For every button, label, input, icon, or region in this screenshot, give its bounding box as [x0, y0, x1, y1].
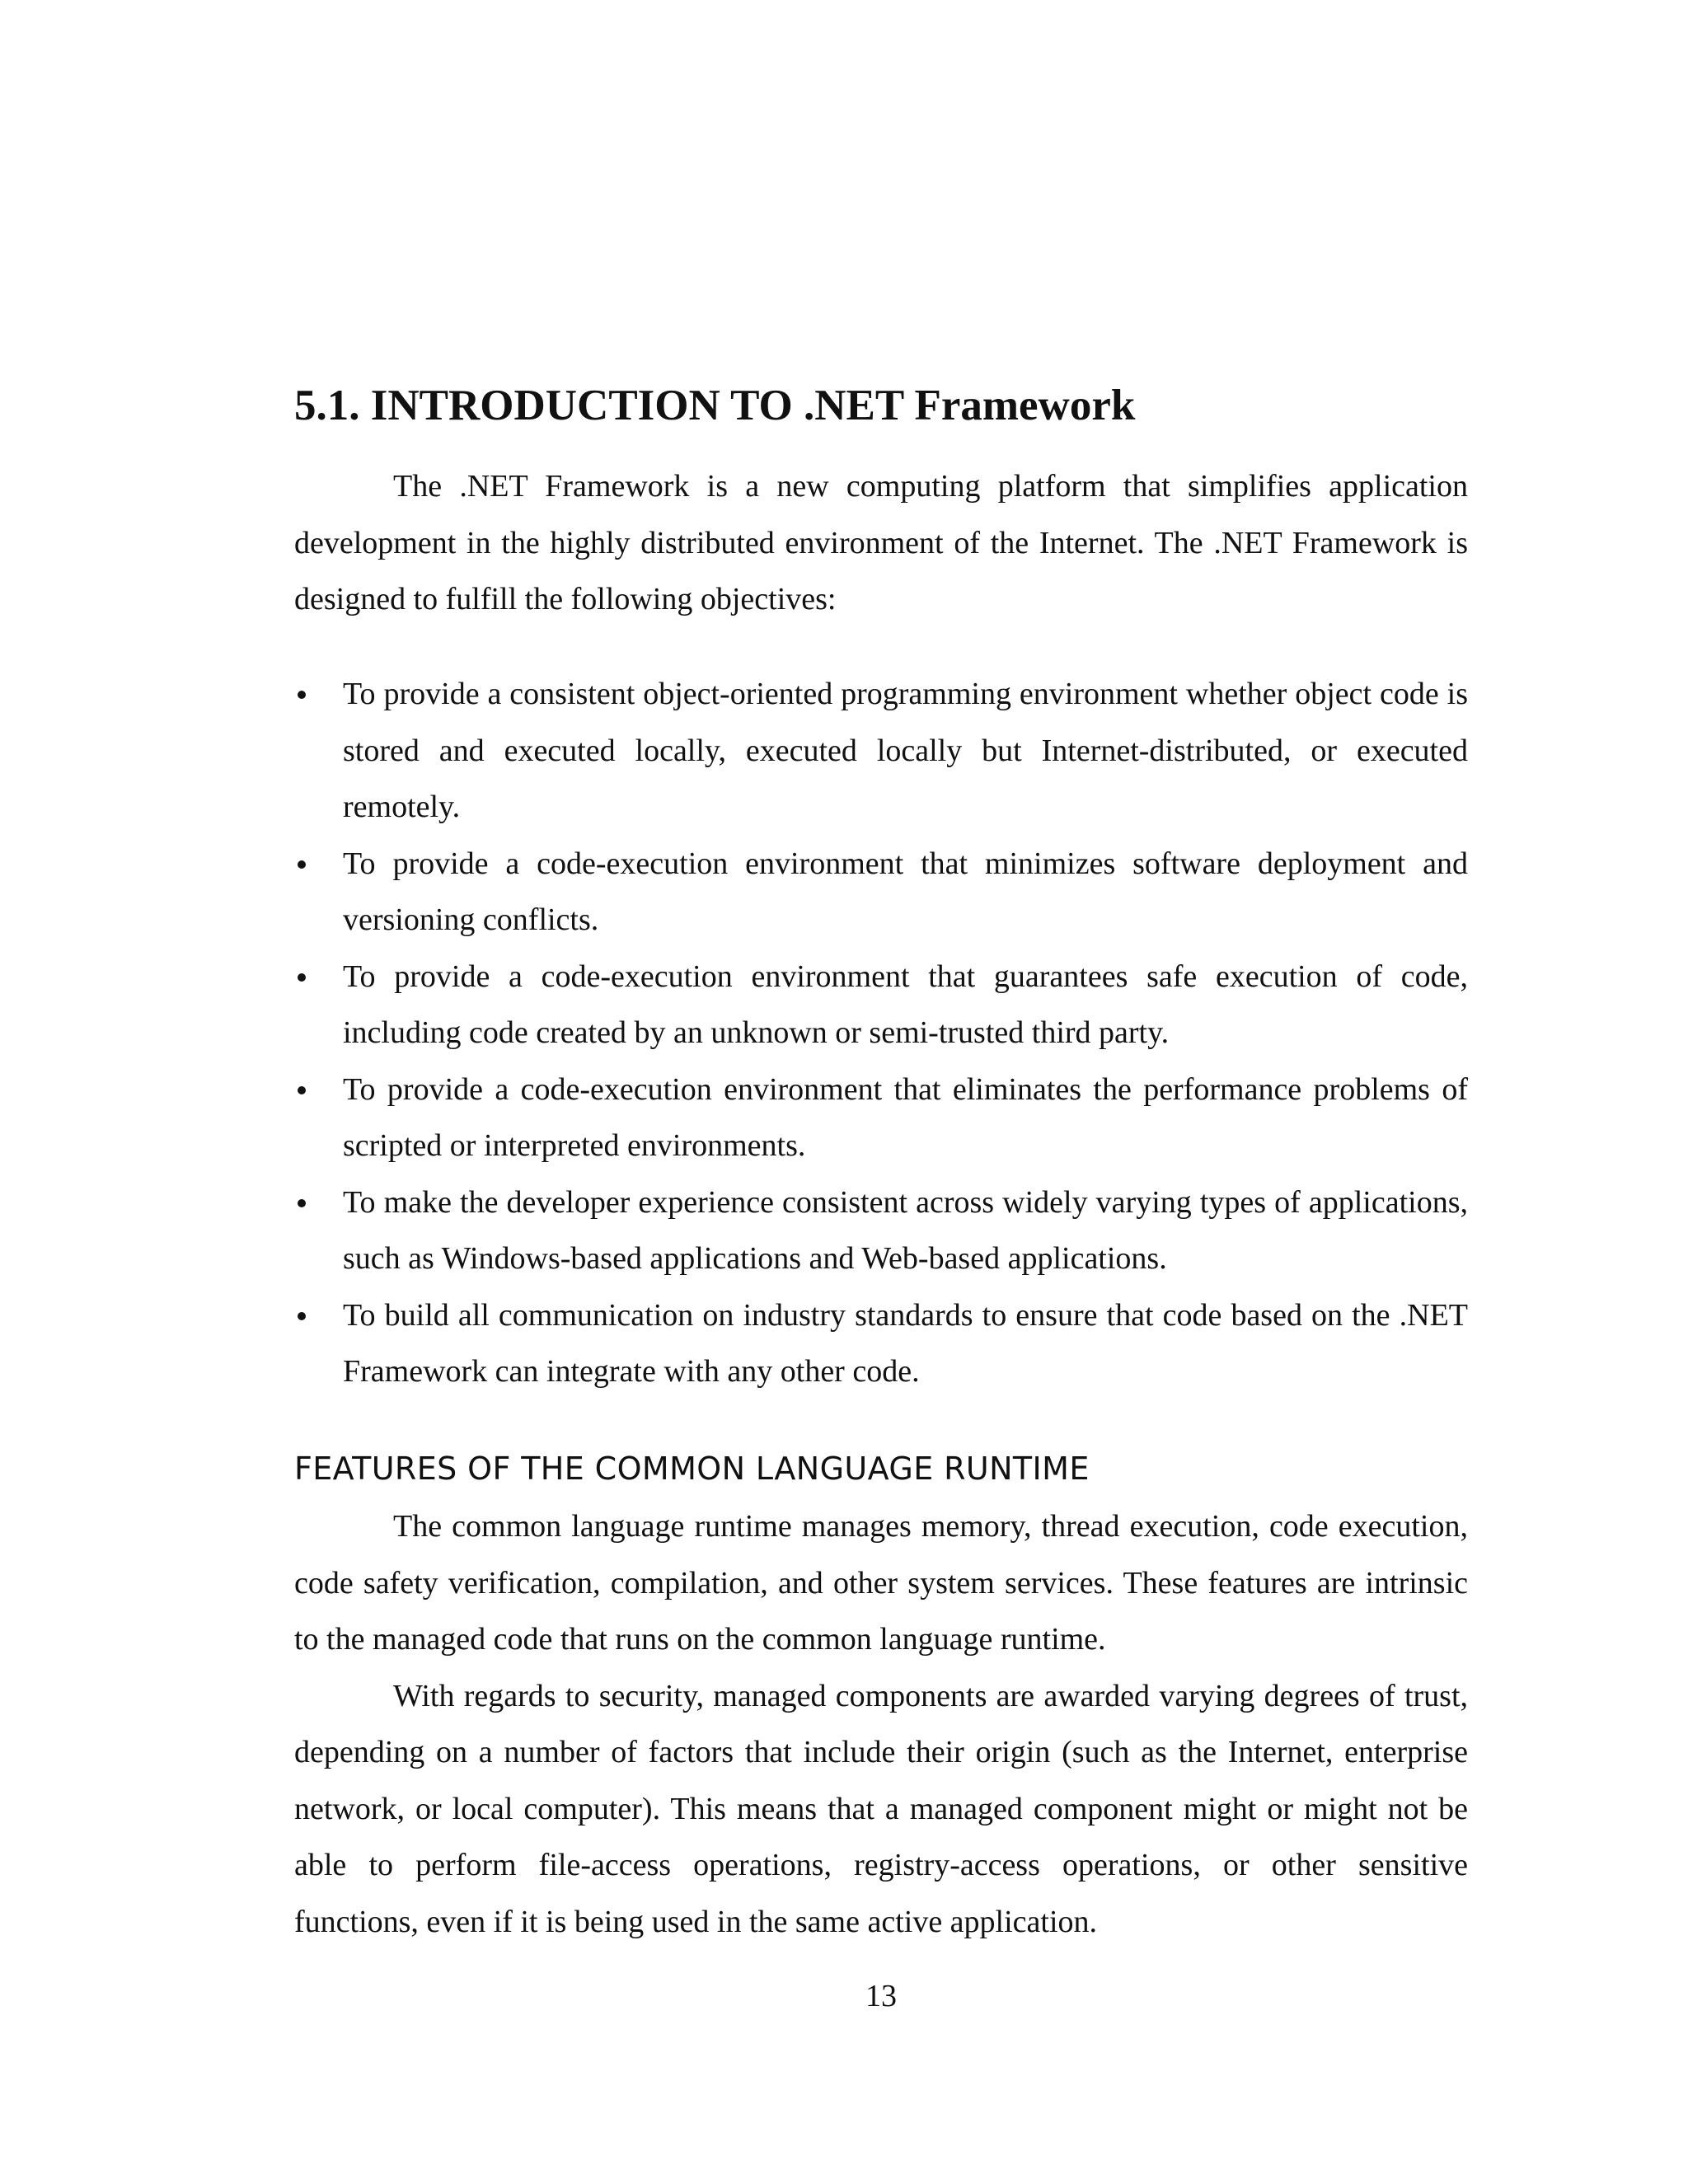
objective-text: To provide a consistent object-oriented programming environment whether object code is stored and executed locally, executed locally but Internet-distributed, or executed remotely. [343, 677, 1468, 824]
bullet-icon [298, 1086, 306, 1094]
clr-paragraph-memory: The common language runtime manages memory, thread execution, code execution, code safety verification, compilation, and other system services. These features are intrinsic to the managed code that runs on the common language runtime. [294, 1509, 1468, 1657]
objective-text: To provide a code-execution environment that minimizes software deployment and versioning conflicts. [343, 846, 1468, 937]
bullet-icon [298, 1312, 306, 1320]
bullet-icon [298, 1199, 306, 1207]
objective-text: To make the developer experience consistent across widely varying types of applications, such as Windows-based applications and Web-based applications. [343, 1184, 1468, 1276]
list-item [294, 1174, 1468, 1287]
objective-text: To provide a code-execution environment that eliminates the performance problems of scripted or interpreted environments. [343, 1071, 1468, 1163]
clr-paragraph-security: With regards to security, managed components are awarded varying degrees of trust, depending on a number of factors that include their origin (such as the Internet, enterprise network, or local computer). This means that a managed component might or might not be able to perform file-access operations, registry-access operations, or other sensitive functions, even if it is being used in the same active application. [294, 1678, 1468, 1939]
clr-section-body [294, 1498, 1468, 1950]
bullet-icon [298, 691, 306, 699]
clr-features-heading: FEATURES OF THE COMMON LANGUAGE RUNTIME [294, 1451, 1090, 1487]
section-title: 5.1. INTRODUCTION TO .NET Framework [294, 382, 1136, 429]
list-item [294, 666, 1468, 836]
list-item [294, 1062, 1468, 1174]
list-item [294, 949, 1468, 1062]
objective-text: To build all communication on industry standards to ensure that code based on the .NET Framework can integrate with any other code. [343, 1297, 1468, 1389]
list-item [294, 836, 1468, 949]
bullet-icon [298, 860, 306, 869]
list-item [294, 1287, 1468, 1400]
document-page [294, 0, 1468, 2184]
intro-paragraph: The .NET Framework is a new computing platform that simplifies application development in the highly distributed environment of the Internet. The .NET Framework is designed to fulfill the following objectives: [294, 469, 1468, 616]
objectives-list [294, 666, 1468, 1400]
page-number: 13 [865, 1979, 897, 2013]
bullet-icon [298, 973, 306, 982]
objective-text: To provide a code-execution environment that guarantees safe execution of code, including code created by an unknown or semi-trusted third party. [343, 958, 1468, 1050]
